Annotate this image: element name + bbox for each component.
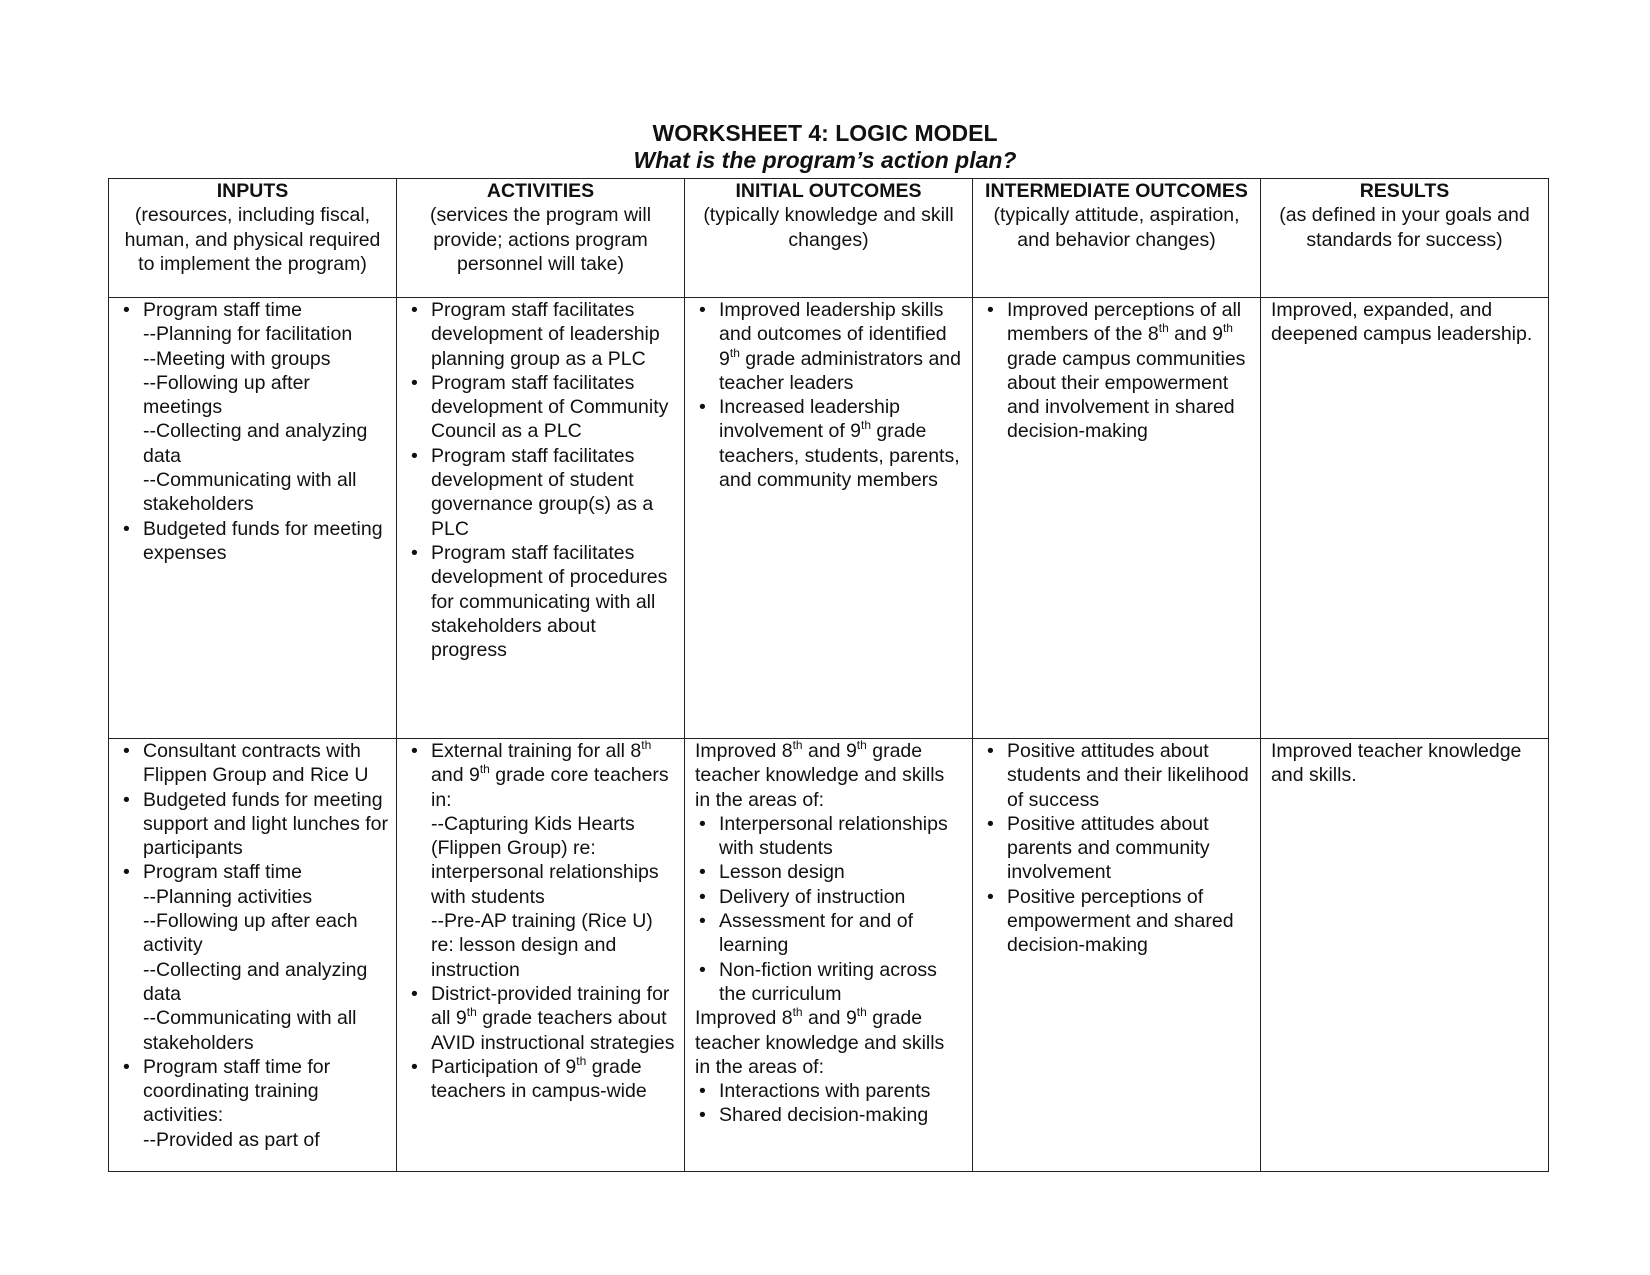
list-item: • Interpersonal relationships with students xyxy=(719,812,964,861)
header-activities xyxy=(397,179,685,298)
list-item: • Increased leadership involvement of 9th grade teachers, students, parents, and community members xyxy=(719,395,964,492)
list-item: • Improved leadership skills and outcomes of identified 9th grade administrators and teacher leaders xyxy=(719,298,964,395)
list-item: • Program staff facilitates development of student governance group(s) as a PLC xyxy=(431,444,676,541)
page-title: WORKSHEET 4: LOGIC MODEL xyxy=(652,120,998,146)
list-item: • Positive attitudes about students and their likelihood of success xyxy=(1007,739,1252,812)
list-item: • Budgeted funds for meeting expenses xyxy=(143,517,388,566)
page-subtitle: What is the program’s action plan? xyxy=(633,147,1017,173)
header-desc: (services the program will provide; actions program personnel will take) xyxy=(429,204,652,275)
results-text: Improved, expanded, and deepened campus leadership. xyxy=(1271,299,1533,346)
list-item: • Interactions with parents xyxy=(719,1079,964,1103)
list-item: • Program staff facilitates development of leadership planning group as a PLC xyxy=(431,298,676,371)
list-item: • Participation of 9th grade teachers in campus-wide xyxy=(431,1055,676,1104)
list-item: • Positive perceptions of empowerment and shared decision-making xyxy=(1007,885,1252,958)
cell-intermediate-outcomes xyxy=(973,739,1261,1172)
list-item: • Assessment for and of learning xyxy=(719,909,964,958)
cell-inputs xyxy=(109,298,397,739)
worksheet-title xyxy=(0,120,1650,174)
cell-initial-outcomes xyxy=(685,298,973,739)
table-row xyxy=(109,298,1549,739)
list-item: • Program staff time --Planning for facilitation --Meeting with groups --Following up after meetings --Collecting and analyzing data --Communicating with all stakeholders xyxy=(143,298,388,517)
header-name: RESULTS xyxy=(1359,180,1450,202)
cell-results xyxy=(1261,739,1549,1172)
list-item: • Program staff time --Planning activities --Following up after each activity --Collecting and analyzing data --Communicating with all stakeholders xyxy=(143,860,388,1054)
list-item: • Lesson design xyxy=(719,860,964,884)
header-desc: (resources, including fiscal, human, and physical required to implement the program) xyxy=(124,204,381,275)
header-desc: (as defined in your goals and standards for success) xyxy=(1279,204,1530,251)
cell-activities xyxy=(397,298,685,739)
cell-activities xyxy=(397,739,685,1172)
cell-intermediate-outcomes xyxy=(973,298,1261,739)
header-results xyxy=(1261,179,1549,298)
header-row xyxy=(109,179,1549,298)
list-item: • External training for all 8th and 9th grade core teachers in: --Capturing Kids Hearts (Flippen Group) re: interpersonal relationships with students --Pre-AP training (Rice U) re: lesson design and instruction xyxy=(431,739,676,982)
list-item: • Non-fiction writing across the curriculum xyxy=(719,958,964,1007)
list-item: • Consultant contracts with Flippen Group and Rice U xyxy=(143,739,388,788)
cell-results xyxy=(1261,298,1549,739)
results-text: Improved teacher knowledge and skills. xyxy=(1271,740,1522,787)
list-item: • Shared decision-making xyxy=(719,1103,964,1127)
logic-model-table xyxy=(108,178,1549,1172)
header-inputs xyxy=(109,179,397,298)
table-row xyxy=(109,739,1549,1172)
list-item: • Positive attitudes about parents and community involvement xyxy=(1007,812,1252,885)
list-item: • District-provided training for all 9th grade teachers about AVID instructional strategies xyxy=(431,982,676,1055)
header-name: INPUTS xyxy=(216,180,289,202)
header-name: ACTIVITIES xyxy=(486,180,595,202)
header-desc: (typically knowledge and skill changes) xyxy=(703,204,954,251)
paragraph: Improved 8th and 9th grade teacher knowledge and skills in the areas of: xyxy=(695,1005,945,1078)
header-name: INITIAL OUTCOMES xyxy=(735,180,922,202)
list-item: • Program staff time for coordinating training activities: --Provided as part of xyxy=(143,1055,388,1152)
cell-initial-outcomes xyxy=(685,739,973,1172)
header-name: INTERMEDIATE OUTCOMES xyxy=(985,180,1248,202)
list-item: • Program staff facilitates development of procedures for communicating with all stakeholders about progress xyxy=(431,541,676,662)
header-intermediate-outcomes xyxy=(973,179,1261,298)
list-item: • Budgeted funds for meeting support and light lunches for participants xyxy=(143,788,388,861)
header-desc: (typically attitude, aspiration, and behavior changes) xyxy=(993,204,1240,251)
header-initial-outcomes xyxy=(685,179,973,298)
paragraph: Improved 8th and 9th grade teacher knowledge and skills in the areas of: xyxy=(695,738,945,811)
list-item: • Improved perceptions of all members of the 8th and 9th grade campus communities about their empowerment and involvement in shared decision-making xyxy=(1007,298,1252,444)
list-item: • Program staff facilitates development of Community Council as a PLC xyxy=(431,371,676,444)
cell-inputs xyxy=(109,739,397,1172)
list-item: • Delivery of instruction xyxy=(719,885,964,909)
